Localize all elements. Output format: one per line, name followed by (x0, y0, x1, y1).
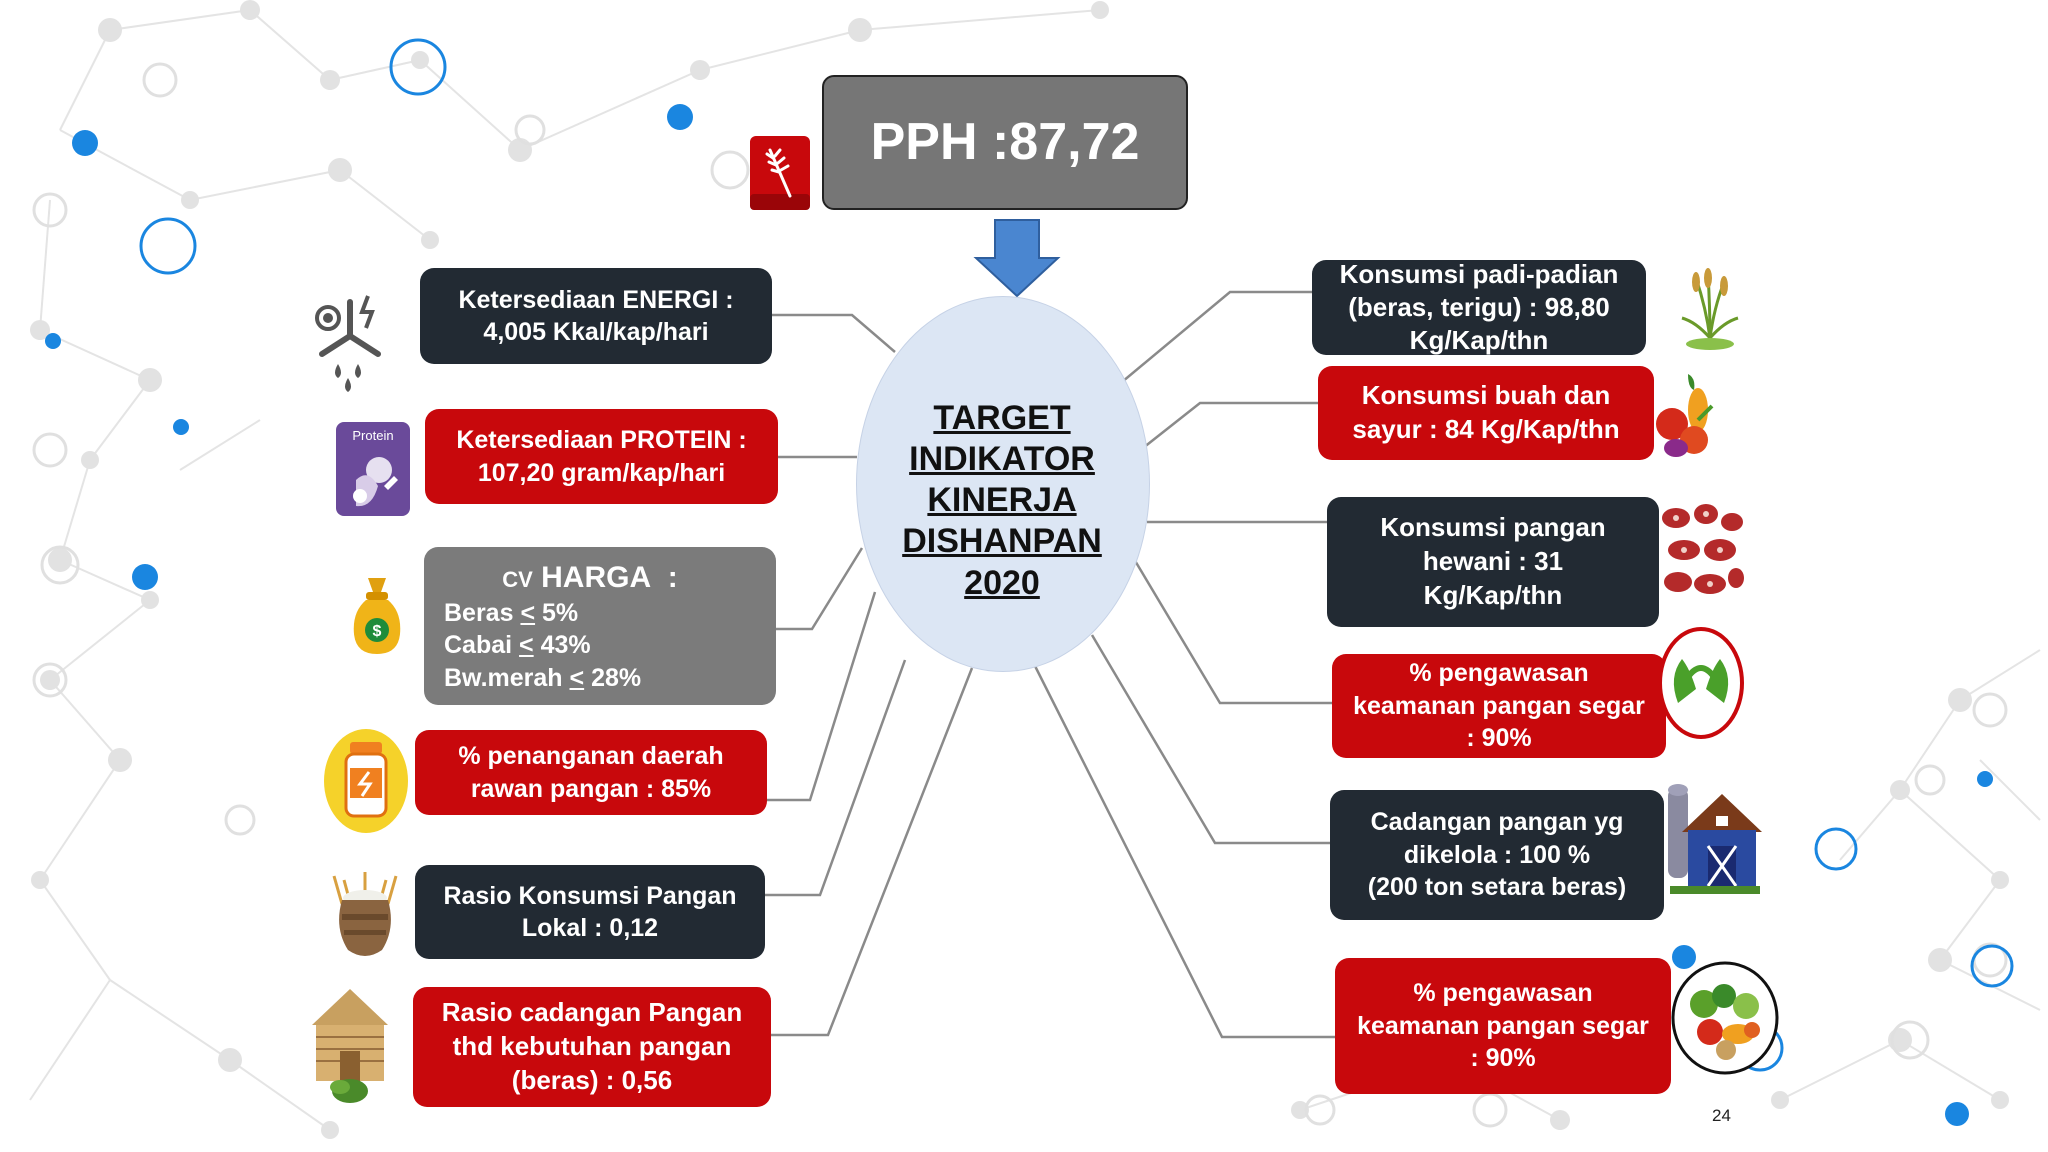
energi-line-2: 4,005 Kkal/kap/hari (483, 318, 709, 346)
harga-colon: : (667, 560, 678, 594)
cadangan-line-3: (200 ton setara beras) (1367, 873, 1627, 902)
energy-icon (310, 282, 390, 394)
protein-line-2: 107,20 gram/kap/hari (477, 458, 726, 487)
rawan-box (415, 730, 767, 815)
harga-item-name: Cabai (444, 631, 513, 660)
rice-plant-icon (1676, 268, 1744, 352)
harga-cv: CV (502, 566, 533, 592)
rasio-cadangan-box (413, 987, 771, 1107)
protein-icon (334, 420, 412, 518)
pengawasan2-line-1: % pengawasan (1413, 979, 1593, 1008)
hewani-box (1327, 497, 1659, 627)
cadangan-line-2: dikelola : 100 % (1403, 840, 1591, 869)
harga-item-beras (444, 597, 578, 630)
harga-box (424, 547, 776, 705)
harga-item-name: Beras (444, 598, 514, 627)
money-bag-icon (352, 576, 402, 656)
harga-item-sym: < (519, 631, 534, 660)
pengawasan2-line-3: : 90% (1470, 1044, 1536, 1073)
cadangan-line-1: Cadangan pangan yg (1370, 808, 1624, 837)
jar-icon (324, 728, 408, 834)
meat-icon (1660, 500, 1744, 600)
page-number: 24 (1712, 1106, 1731, 1125)
center-title (856, 398, 1148, 604)
harga-title-text: HARGA (541, 560, 652, 594)
pengawasan-box-1 (1332, 654, 1666, 758)
harga-title (502, 558, 718, 597)
wheat-icon (748, 134, 812, 212)
center-line-2: INDIKATOR (909, 440, 1095, 479)
rawan-line-2: rawan pangan : 85% (470, 774, 712, 803)
protein-icon-label: Protein (352, 428, 394, 443)
svg-text:$: $ (372, 623, 382, 640)
energi-box (420, 268, 772, 364)
rasio-cadangan-line-1: Rasio cadangan Pangan (441, 997, 743, 1028)
padi-line-1: Konsumsi padi-padian (1339, 258, 1619, 289)
rawan-line-1: % penanganan daerah (458, 742, 724, 770)
cadangan-box (1330, 790, 1664, 920)
energi-line-1: Ketersediaan ENERGI : (458, 285, 734, 314)
rasio-cadangan-line-2: thd kebutuhan pangan (452, 1031, 732, 1062)
farm-barn-icon (1664, 780, 1764, 900)
buah-box (1318, 366, 1654, 460)
hands-protection-icon (1658, 627, 1744, 739)
harga-item-bawang (444, 662, 641, 695)
barn-icon (306, 985, 394, 1105)
rasio-cadangan-line-3: (beras) : 0,56 (511, 1064, 673, 1095)
harga-item-sym: < (569, 663, 585, 692)
rasio-konsumsi-box (415, 865, 765, 959)
center-line-4: DISHANPAN (902, 522, 1102, 561)
hewani-line-3: Kg/Kap/thn (1423, 579, 1563, 610)
buah-line-1: Konsumsi buah dan (1361, 380, 1611, 411)
buah-line-2: sayur : 84 Kg/Kap/thn (1352, 414, 1620, 444)
padi-line-3: Kg/Kap/thn (1409, 325, 1549, 356)
hewani-line-1: Konsumsi pangan (1380, 512, 1606, 543)
hewani-line-2: hewani : 31 (1422, 546, 1564, 577)
pot-grain-icon (330, 870, 400, 960)
protein-line-1: Ketersediaan PROTEIN : (456, 426, 747, 454)
center-line-1: TARGET (933, 399, 1071, 437)
pengawasan1-line-2: keamanan pangan segar (1353, 691, 1645, 720)
padi-line-2: (beras, terigu) : 98,80 (1348, 292, 1610, 322)
pengawasan1-line-1: % pengawasan (1409, 659, 1589, 688)
harga-item-value: 28% (584, 663, 642, 692)
pengawasan2-line-2: keamanan pangan segar (1357, 1011, 1649, 1040)
pph-box (822, 75, 1188, 210)
padi-box (1312, 260, 1646, 355)
harga-item-sym: < (520, 598, 536, 627)
rasio-konsumsi-line-1: Rasio Konsumsi Pangan (443, 881, 737, 910)
harga-item-value: 43% (533, 631, 591, 660)
vegetables-icon (1670, 960, 1780, 1076)
protein-box (425, 409, 778, 504)
pph-label: PPH :87,72 (870, 112, 1140, 171)
rasio-konsumsi-line-2: Lokal : 0,12 (521, 914, 659, 942)
center-line-5: 2020 (964, 563, 1040, 602)
down-arrow (976, 220, 1058, 296)
fruit-vegetable-icon (1654, 370, 1718, 462)
harga-item-cabai (444, 629, 591, 662)
pengawasan-box-2 (1335, 958, 1671, 1094)
harga-item-name: Bw.merah (444, 663, 563, 692)
center-line-3: KINERJA (927, 481, 1077, 520)
harga-item-value: 5% (535, 598, 579, 627)
pengawasan1-line-3: : 90% (1466, 724, 1532, 753)
